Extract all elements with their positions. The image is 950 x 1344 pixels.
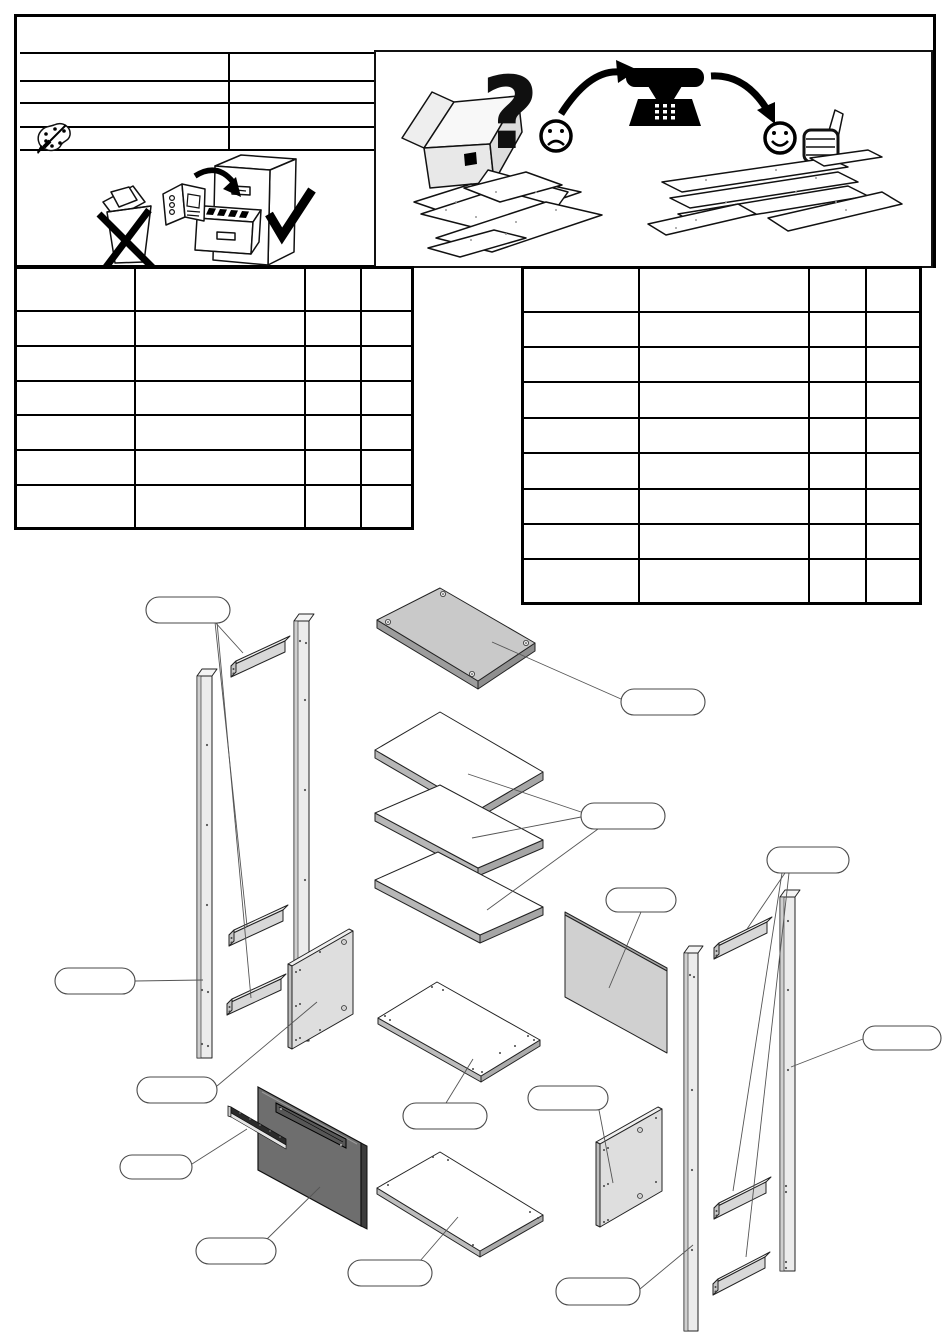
table-cell [135, 450, 305, 485]
table-cell [16, 415, 135, 450]
table-cell [16, 311, 135, 346]
table-row [523, 347, 921, 382]
telephone-icon [626, 68, 704, 126]
drawer-front [258, 1087, 367, 1229]
cross-rail [713, 1252, 770, 1295]
table-cell [809, 382, 866, 417]
table-row [16, 268, 413, 312]
table-cell [639, 418, 809, 453]
table-cell [523, 347, 639, 382]
table-cell [866, 347, 921, 382]
table-cell [866, 453, 921, 488]
cross-rail [229, 905, 288, 946]
parts-table-left [14, 266, 414, 530]
callout-back-panel [606, 888, 676, 912]
table-row [523, 453, 921, 488]
table-cell [639, 268, 809, 312]
table-cell [16, 346, 135, 381]
table-row [523, 489, 921, 524]
keep-manual-pictogram [83, 150, 328, 269]
table-cell [135, 415, 305, 450]
table-cell [361, 346, 413, 381]
callout-left-side-panel [137, 1077, 217, 1103]
table-cell [16, 268, 135, 312]
table-cell [809, 418, 866, 453]
table-cell [523, 268, 639, 312]
callout-right-rear-post [863, 1026, 941, 1050]
right-side-panel [596, 1107, 662, 1227]
table-row [16, 415, 413, 450]
fixed-shelf [378, 982, 540, 1082]
callout-left-front-post [55, 968, 135, 994]
callout-left-cross-rails [146, 597, 230, 623]
table-row [16, 346, 413, 381]
table-cell [866, 382, 921, 417]
callout-drawer-handle [120, 1155, 192, 1179]
table-cell [523, 312, 639, 347]
right-front-post [684, 946, 703, 1331]
table-cell [16, 381, 135, 416]
table-cell [305, 268, 361, 312]
table-cell [523, 382, 639, 417]
table-cell [135, 268, 305, 312]
table-cell [305, 381, 361, 416]
table-row [523, 418, 921, 453]
table-cell [809, 453, 866, 488]
callout-right-side-panel [528, 1086, 608, 1110]
table-cell [305, 311, 361, 346]
curved-arrow-icon [561, 60, 638, 114]
table-cell [866, 312, 921, 347]
adjustable-shelf [375, 785, 543, 876]
callout-right-front-post [556, 1278, 640, 1305]
cross-rail [231, 636, 290, 677]
table-cell [809, 268, 866, 312]
top-info-box [14, 14, 936, 268]
curved-arrow-icon [711, 76, 775, 124]
support-notice-box [374, 50, 933, 268]
table-cell [361, 268, 413, 312]
table-cell [361, 450, 413, 485]
paint-palette-icon [33, 119, 75, 155]
happy-face-icon [765, 123, 795, 153]
table-row [16, 311, 413, 346]
table-cell [523, 489, 639, 524]
table-cell [523, 453, 639, 488]
table-row [523, 268, 921, 312]
callout-adjustable-shelves [581, 803, 665, 829]
callout-fixed-shelf [403, 1103, 487, 1129]
back-panel [565, 912, 667, 1053]
callout-right-cross-rails [767, 847, 849, 873]
table-cell [639, 312, 809, 347]
question-mark-icon: ? [480, 55, 540, 172]
callout-drawer-front [196, 1238, 276, 1264]
cross-rail [714, 1177, 771, 1219]
callout-top-panel [621, 689, 705, 715]
info-table-divider [228, 52, 230, 151]
right-rear-post [780, 890, 800, 1271]
table-cell [866, 489, 921, 524]
table-row [523, 382, 921, 417]
table-cell [639, 453, 809, 488]
table-cell [639, 347, 809, 382]
support-pictogram [376, 52, 929, 264]
table-cell [135, 346, 305, 381]
sorted-parts-icon [648, 150, 902, 235]
sad-face-icon [541, 121, 571, 151]
cross-rail [714, 917, 772, 959]
manual-booklet-icon [163, 184, 205, 225]
table-cell [305, 346, 361, 381]
table-cell [866, 268, 921, 312]
table-cell [866, 418, 921, 453]
table-row [16, 450, 413, 485]
table-row [16, 381, 413, 416]
left-front-post [197, 669, 217, 1058]
bottom-panel [377, 1152, 543, 1257]
table-row [523, 312, 921, 347]
table-cell [361, 311, 413, 346]
table-cell [361, 381, 413, 416]
exploded-assembly-diagram [0, 520, 950, 1344]
table-cell [523, 418, 639, 453]
table-cell [305, 450, 361, 485]
top-panel [377, 588, 535, 689]
table-cell [809, 489, 866, 524]
table-cell [809, 347, 866, 382]
table-cell [639, 489, 809, 524]
table-cell [135, 311, 305, 346]
adjustable-shelf [375, 852, 543, 943]
table-cell [809, 312, 866, 347]
info-table-line [20, 52, 374, 54]
table-cell [305, 415, 361, 450]
table-cell [16, 450, 135, 485]
info-table-line [20, 102, 374, 104]
info-table-line [20, 80, 374, 82]
table-cell [639, 382, 809, 417]
table-cell [135, 381, 305, 416]
table-cell [361, 415, 413, 450]
callout-bottom-panel [348, 1260, 432, 1286]
cross-rail [227, 974, 286, 1015]
